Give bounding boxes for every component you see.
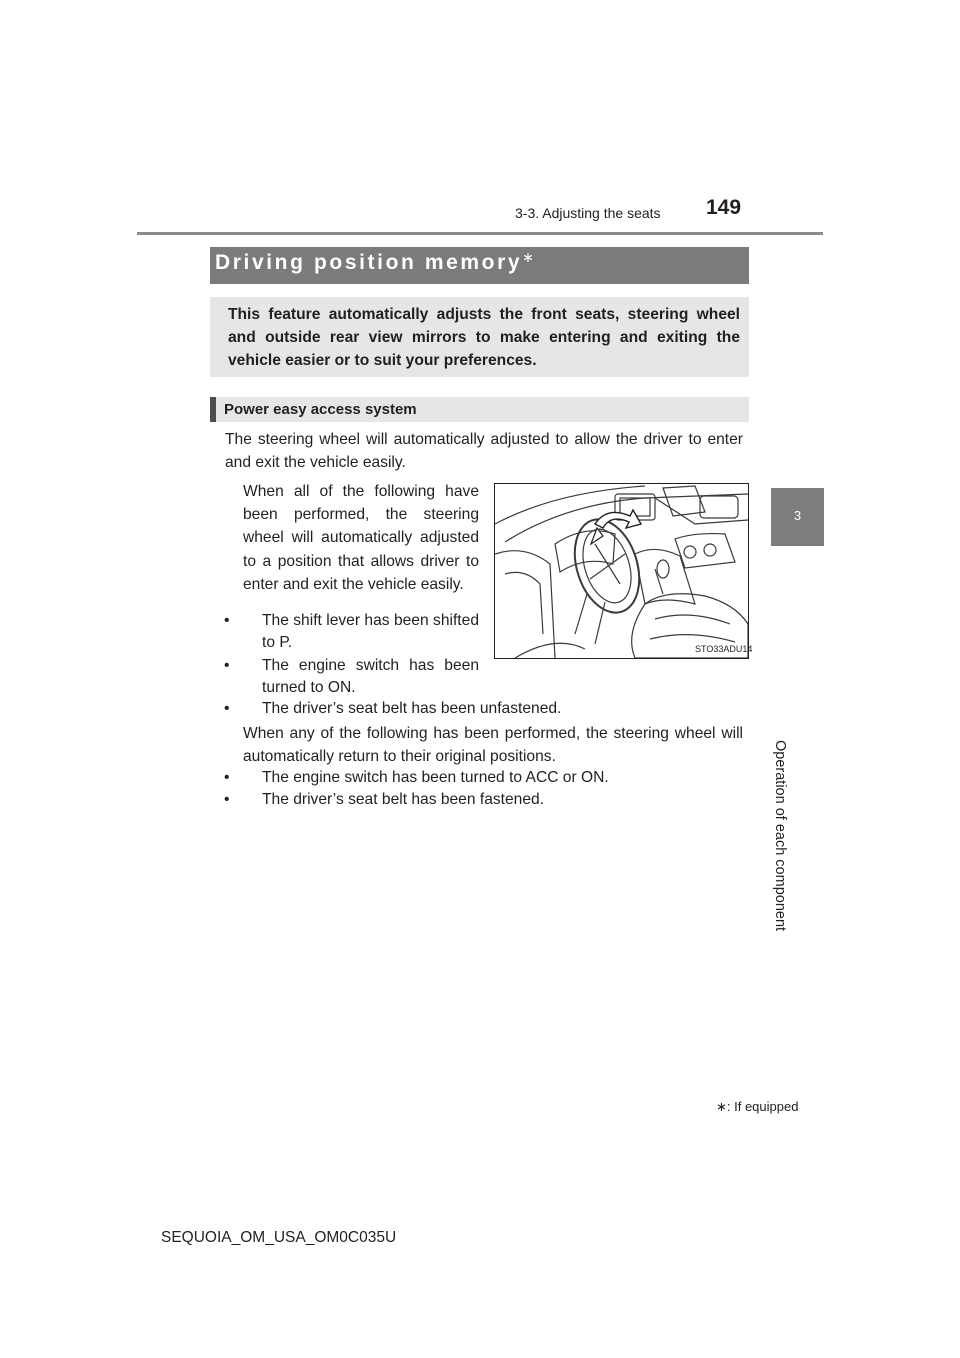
chapter-title: Operation of each component — [772, 740, 788, 932]
bullet-mark: • — [224, 657, 230, 674]
steering-wheel-tilt-icon — [495, 484, 748, 658]
figure-code: STO33ADU14 — [695, 644, 753, 654]
bullet-mark: • — [224, 612, 230, 629]
bullet-mark: • — [224, 700, 230, 717]
bullet-mark: • — [224, 791, 230, 808]
paragraph-2: When all of the following have been performed, the steering wheel will automatically adjusted to a position that allows driver to enter and exit the vehicle easily. — [243, 483, 479, 593]
page-title — [215, 251, 534, 275]
bullet-text: The shift lever has been shifted to P. — [262, 612, 479, 651]
header-rule — [137, 232, 823, 235]
bullet-item — [224, 655, 479, 699]
page-title-text: Driving position memory — [215, 251, 523, 274]
subsection-heading: Power easy access system — [224, 401, 417, 418]
bullet-text: The engine switch has been turned to ON. — [262, 657, 479, 696]
title-asterisk: ∗ — [522, 249, 534, 265]
bullet-item — [224, 767, 723, 789]
chapter-number: 3 — [793, 508, 802, 523]
running-header: 3-3. Adjusting the seats — [515, 205, 661, 221]
page-number: 149 — [706, 196, 742, 219]
footnote: ∗: If equipped — [716, 1099, 799, 1114]
paragraph-3: When any of the following has been performed, the steering wheel will automatically return to their original positions. — [243, 725, 743, 765]
footer-code: SEQUOIA_OM_USA_OM0C035U — [161, 1229, 397, 1246]
bullet-text: The engine switch has been turned to ACC or ON. — [262, 769, 609, 786]
bullet-item — [224, 789, 723, 811]
intro-text: This feature automatically adjusts the front seats, steering wheel and outside rear view mirrors to make entering and exiting the vehicle easier or to suit your preferences. — [228, 306, 740, 369]
bullet-text: The driver’s seat belt has been fastened. — [262, 791, 545, 808]
bullet-text: The driver’s seat belt has been unfastened. — [262, 700, 562, 717]
bullet-item — [224, 610, 479, 654]
paragraph-1: The steering wheel will automatically adjusted to allow the driver to enter and exit the vehicle easily. — [225, 431, 743, 471]
steering-wheel-illustration — [494, 483, 749, 659]
bullet-item — [224, 698, 693, 720]
bullet-mark: • — [224, 769, 230, 786]
subsection-accent — [210, 397, 216, 422]
